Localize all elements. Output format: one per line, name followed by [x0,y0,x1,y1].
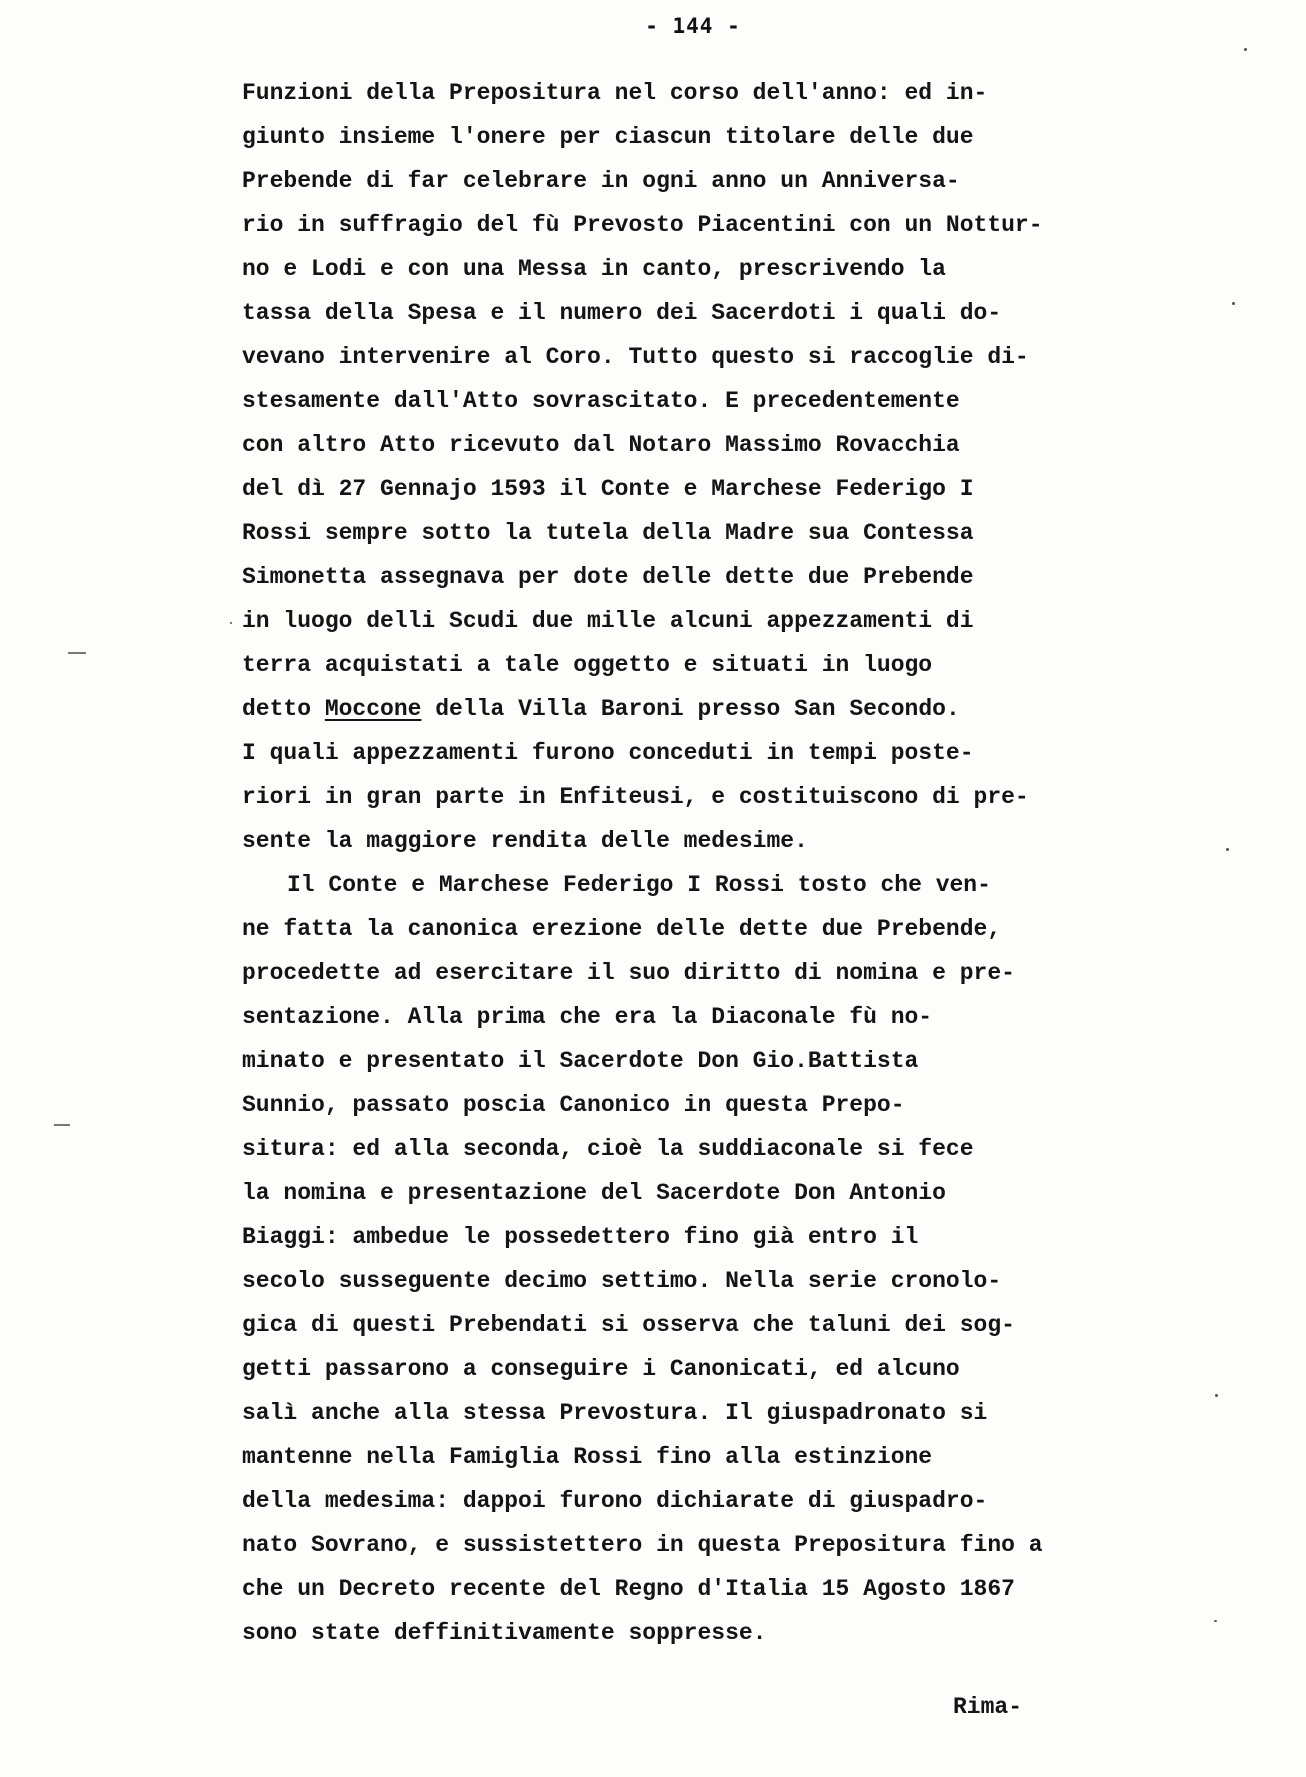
text-line: tassa della Spesa e il numero dei Sacerdoti i quali do- [242,300,1002,326]
text-line: secolo susseguente decimo settimo. Nella serie cronolo- [242,1268,1002,1294]
scan-speck [1244,48,1247,51]
text-line: sentazione. Alla prima che era la Diaconale fù no- [242,1004,933,1030]
text-line: la nomina e presentazione del Sacerdote Don Antonio [242,1180,946,1206]
text-line: con altro Atto ricevuto dal Notaro Massimo Rovacchia [242,432,960,458]
text-line: getti passarono a conseguire i Canonicati, ed alcuno [242,1356,960,1382]
text-line: giunto insieme l'onere per ciascun titolare delle due [242,124,974,150]
text-line: riori in gran parte in Enfiteusi, e costituiscono di pre- [242,784,1029,810]
text-line: salì anche alla stessa Prevostura. Il giuspadronato si [242,1400,988,1426]
text-line: minato e presentato il Sacerdote Don Gio.Battista [242,1048,919,1074]
text-line: Il Conte e Marchese Federigo I Rossi tosto che ven- [287,872,991,898]
text-line: Funzioni della Prepositura nel corso dell'anno: ed in- [242,80,988,106]
text-line: ne fatta la canonica erezione delle dette due Prebende, [242,916,1002,942]
text-line: rio in suffragio del fù Prevosto Piacentini con un Nottur- [242,212,1043,238]
text-line: Prebende di far celebrare in ogni anno un Anniversa- [242,168,960,194]
text-line: I quali appezzamenti furono conceduti in tempi poste- [242,740,974,766]
text-line: del dì 27 Gennajo 1593 il Conte e Marchese Federigo I [242,476,974,502]
scan-speck [1214,1620,1217,1622]
catchword: Rima- [953,1694,1023,1720]
text-segment: detto [242,696,325,722]
text-line [242,694,960,724]
text-line: vevano intervenire al Coro. Tutto questo si raccoglie di- [242,344,1029,370]
scan-speck [230,622,232,624]
text-line: Simonetta assegnava per dote delle dette due Prebende [242,564,974,590]
text-line: procedette ad esercitare il suo diritto di nomina e pre- [242,960,1015,986]
text-line: che un Decreto recente del Regno d'Italia 15 Agosto 1867 [242,1576,1015,1602]
scan-speck [1215,1394,1218,1397]
text-line: terra acquistati a tale oggetto e situati in luogo [242,652,933,678]
text-line: mantenne nella Famiglia Rossi fino alla estinzione [242,1444,933,1470]
text-line: no e Lodi e con una Messa in canto, prescrivendo la [242,256,946,282]
margin-mark [68,652,86,654]
scan-speck [1226,848,1229,851]
text-line: situra: ed alla seconda, cioè la suddiaconale si fece [242,1136,974,1162]
text-line: nato Sovrano, e sussistettero in questa Prepositura fino a [242,1532,1043,1558]
scan-speck [1232,302,1235,305]
text-line: Biaggi: ambedue le possedettero fino già entro il [242,1224,919,1250]
text-line: stesamente dall'Atto sovrascitato. E precedentemente [242,388,960,414]
text-line: sente la maggiore rendita delle medesime. [242,828,808,854]
text-line: sono state deffinitivamente soppresse. [242,1620,767,1646]
text-line: in luogo delli Scudi due mille alcuni appezzamenti di [242,608,974,634]
text-line: Rossi sempre sotto la tutela della Madre sua Contessa [242,520,974,546]
text-segment: della Villa Baroni presso San Secondo. [421,696,960,722]
page-number: - 144 - [645,14,741,38]
margin-mark [54,1124,70,1126]
underlined-place-name: Moccone [324,696,422,722]
text-line: gica di questi Prebendati si osserva che taluni dei sog- [242,1312,1015,1338]
text-line: della medesima: dappoi furono dichiarate di giuspadro- [242,1488,988,1514]
text-line: Sunnio, passato poscia Canonico in questa Prepo- [242,1092,905,1118]
